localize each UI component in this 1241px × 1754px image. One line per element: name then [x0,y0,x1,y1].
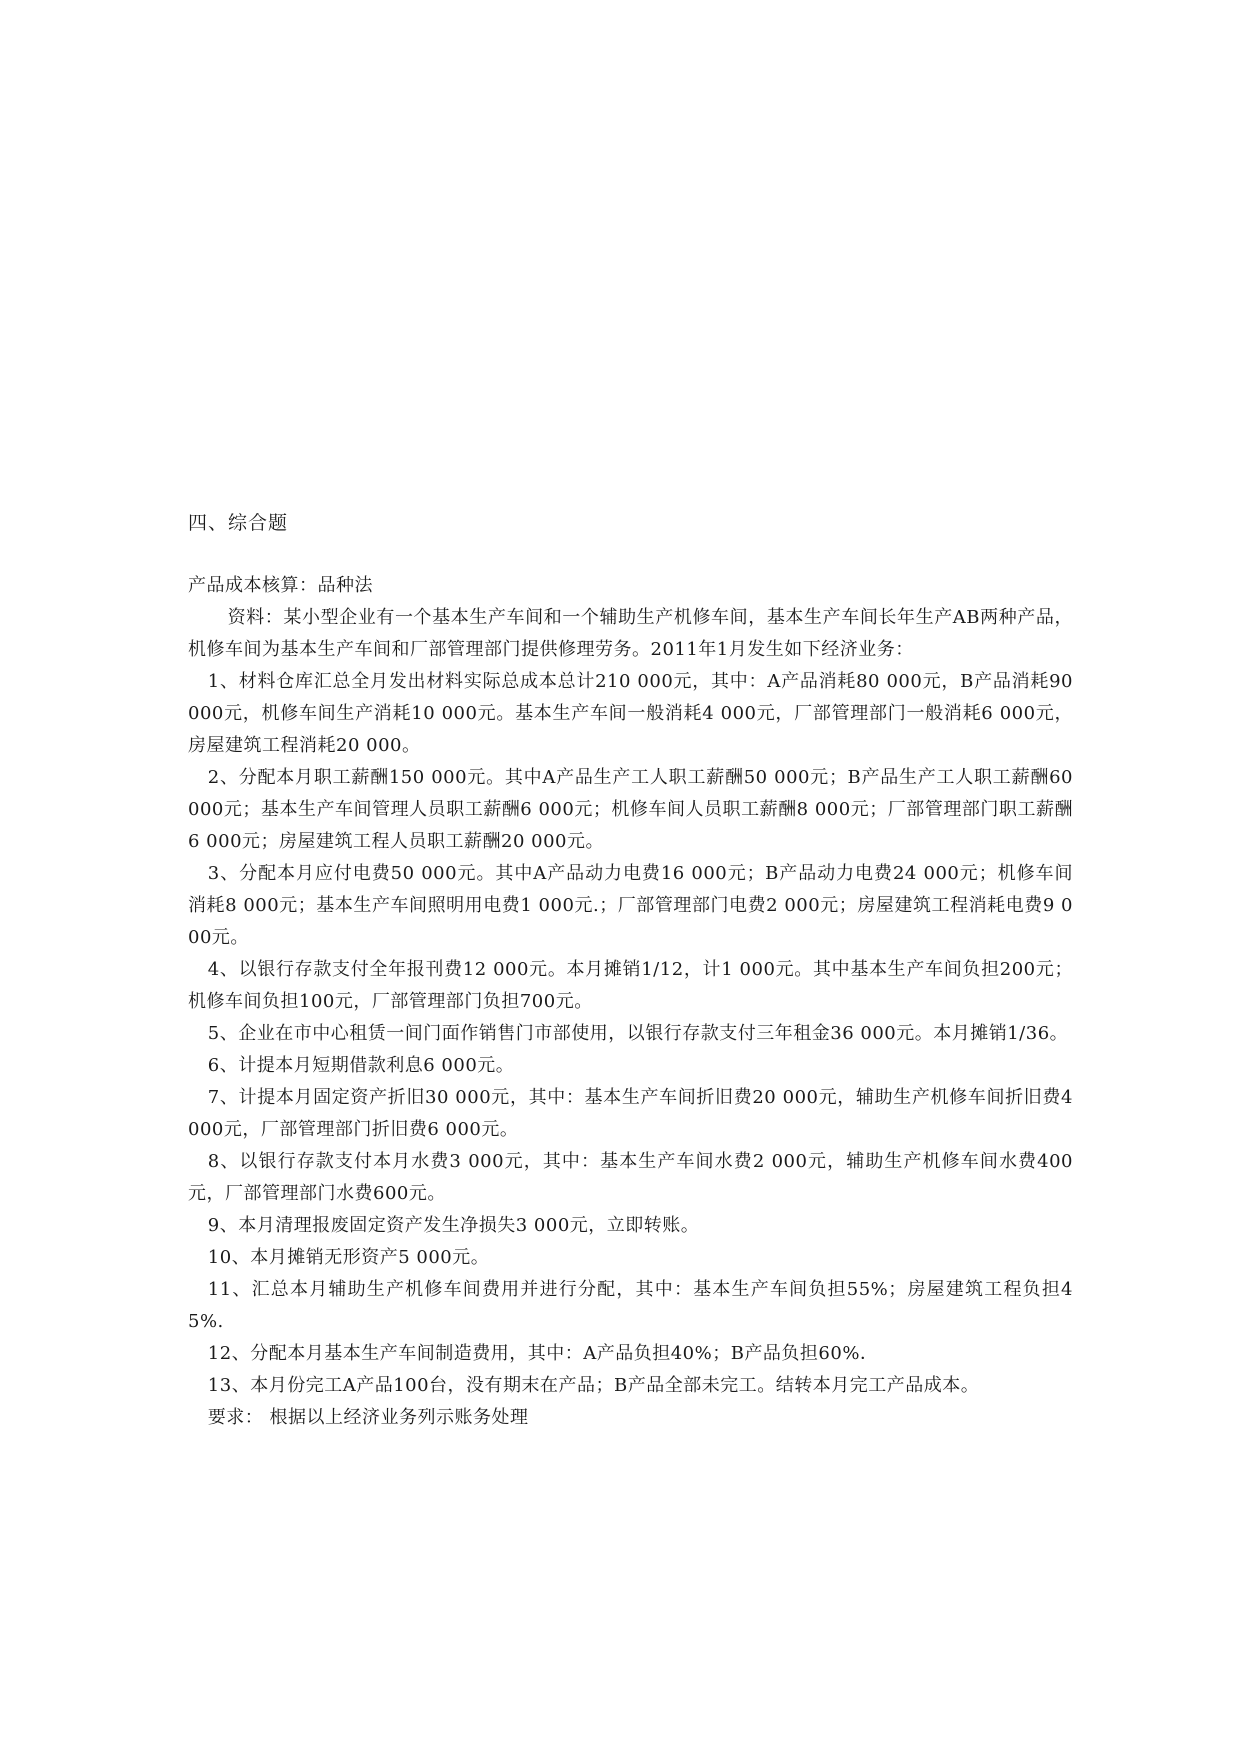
business-item-1: 1、材料仓库汇总全月发出材料实际总成本总计210 000元，其中：A产品消耗80 000元，B产品消耗90 000元，机修车间生产消耗10 000元。基本生产车间一般消耗4 000元，厂部管理部门一般消耗6 000元，房屋建筑工程消耗20 000。 [188,671,1073,756]
business-item-4: 4、以银行存款支付全年报刊费12 000元。本月摊销1/12，计1 000元。其中基本生产车间负担200元；机修车间负担100元，厂部管理部门负担700元。 [188,959,1073,1012]
document-body [188,570,1073,1434]
business-item-11: 11、汇总本月辅助生产机修车间费用并进行分配，其中：基本生产车间负担55%；房屋建筑工程负担45%. [188,1279,1073,1332]
business-item-5: 5、企业在市中心租赁一间门面作销售门市部使用，以银行存款支付三年租金36 000元。本月摊销1/36。 [207,1023,1069,1044]
business-item-7: 7、计提本月固定资产折旧30 000元，其中：基本生产车间折旧费20 000元，辅助生产机修车间折旧费4 000元，厂部管理部门折旧费6 000元。 [188,1087,1073,1140]
requirement-paragraph: 要求： 根据以上经济业务列示账务处理 [207,1407,529,1428]
business-item-9: 9、本月清理报废固定资产发生净损失3 000元，立即转账。 [207,1215,700,1236]
section-title: 四、综合题 [188,512,289,534]
business-item-12: 12、分配本月基本生产车间制造费用，其中：A产品负担40%；B产品负担60%． [207,1343,879,1364]
subtitle: 产品成本核算：品种法 [188,575,373,596]
intro-paragraph: 资料：某小型企业有一个基本生产车间和一个辅助生产机修车间，基本生产车间长年生产AB两种产品，机修车间为基本生产车间和厂部管理部门提供修理劳务。2011年1月发生如下经济业务： [188,607,1073,660]
business-item-8: 8、以银行存款支付本月水费3 000元，其中：基本生产车间水费2 000元，辅助生产机修车间水费400元，厂部管理部门水费600元。 [188,1151,1073,1204]
business-item-2: 2、分配本月职工薪酬150 000元。其中A产品生产工人职工薪酬50 000元；B产品生产工人职工薪酬60 000元；基本生产车间管理人员职工薪酬6 000元；机修车间人员职工薪酬8 000元；厂部管理部门职工薪酬6 000元；房屋建筑工程人员职工薪酬20 000元。 [188,767,1073,852]
business-item-3: 3、分配本月应付电费50 000元。其中A产品动力电费16 000元；B产品动力电费24 000元；机修车间消耗8 000元；基本生产车间照明用电费1 000元.；厂部管理部门电费2 000元；房屋建筑工程消耗电费9 000元。 [188,863,1073,948]
business-item-6: 6、计提本月短期借款利息6 000元。 [207,1055,515,1076]
business-item-10: 10、本月摊销无形资产5 000元。 [207,1247,490,1268]
business-item-13: 13、本月份完工A产品100台，没有期末在产品；B产品全部未完工。结转本月完工产品成本。 [207,1375,980,1396]
